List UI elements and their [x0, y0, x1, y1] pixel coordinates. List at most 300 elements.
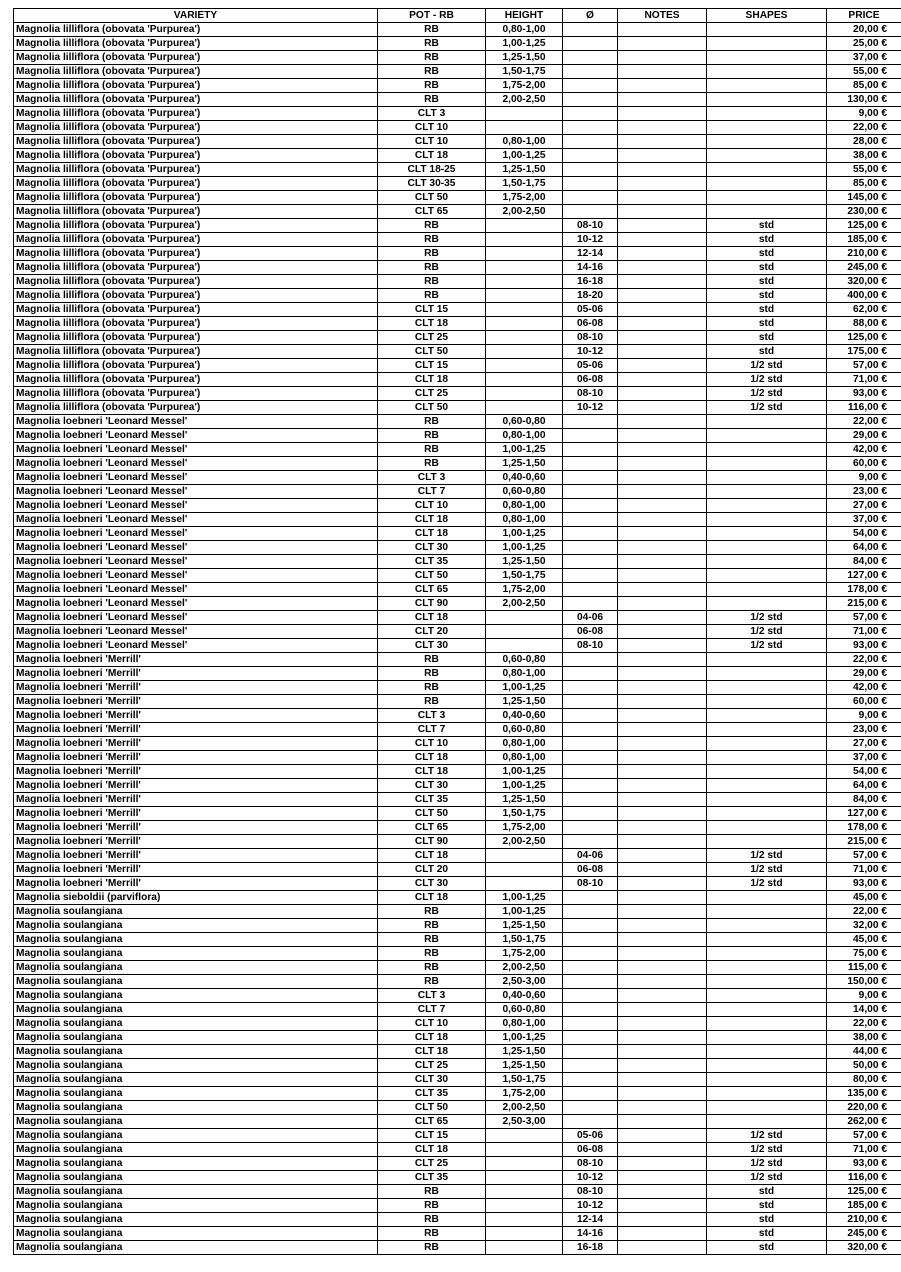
cell-shape: [707, 779, 827, 793]
header-shapes: SHAPES: [707, 9, 827, 23]
cell-diameter: 08-10: [563, 219, 618, 233]
cell-notes: [618, 751, 707, 765]
cell-price: 23,00 €: [827, 485, 901, 499]
cell-diameter: [563, 737, 618, 751]
cell-variety: Magnolia soulangiana: [14, 1143, 378, 1157]
cell-pot: RB: [378, 975, 486, 989]
cell-variety: Magnolia loebneri 'Leonard Messel': [14, 415, 378, 429]
cell-diameter: [563, 177, 618, 191]
cell-height: 0,80-1,00: [486, 737, 563, 751]
cell-pot: CLT 50: [378, 1101, 486, 1115]
cell-notes: [618, 275, 707, 289]
header-notes: NOTES: [618, 9, 707, 23]
cell-height: [486, 233, 563, 247]
cell-diameter: [563, 989, 618, 1003]
cell-shape: [707, 583, 827, 597]
cell-price: 71,00 €: [827, 373, 901, 387]
cell-diameter: [563, 961, 618, 975]
cell-notes: [618, 135, 707, 149]
cell-shape: [707, 681, 827, 695]
cell-variety: Magnolia soulangiana: [14, 1185, 378, 1199]
cell-pot: RB: [378, 681, 486, 695]
cell-diameter: [563, 1045, 618, 1059]
cell-price: 60,00 €: [827, 695, 901, 709]
table-row: [14, 331, 901, 345]
cell-height: 2,00-2,50: [486, 93, 563, 107]
cell-pot: CLT 3: [378, 471, 486, 485]
cell-price: 60,00 €: [827, 457, 901, 471]
cell-pot: CLT 18: [378, 891, 486, 905]
cell-shape: [707, 709, 827, 723]
cell-height: [486, 121, 563, 135]
table-row: [14, 1185, 901, 1199]
cell-price: 38,00 €: [827, 149, 901, 163]
cell-pot: RB: [378, 653, 486, 667]
cell-price: 9,00 €: [827, 709, 901, 723]
header-pot: POT - RB: [378, 9, 486, 23]
table-row: [14, 1073, 901, 1087]
cell-shape: [707, 1073, 827, 1087]
cell-height: 1,00-1,25: [486, 37, 563, 51]
cell-price: 57,00 €: [827, 359, 901, 373]
cell-pot: RB: [378, 37, 486, 51]
table-row: [14, 1003, 901, 1017]
cell-diameter: 08-10: [563, 1185, 618, 1199]
cell-pot: CLT 18: [378, 849, 486, 863]
table-row: [14, 107, 901, 121]
cell-pot: RB: [378, 429, 486, 443]
cell-diameter: [563, 541, 618, 555]
cell-height: 1,25-1,50: [486, 1059, 563, 1073]
cell-price: 20,00 €: [827, 23, 901, 37]
cell-height: 2,00-2,50: [486, 835, 563, 849]
cell-variety: Magnolia loebneri 'Merrill': [14, 821, 378, 835]
cell-variety: Magnolia loebneri 'Leonard Messel': [14, 485, 378, 499]
cell-diameter: 08-10: [563, 1157, 618, 1171]
cell-notes: [618, 51, 707, 65]
cell-height: 1,25-1,50: [486, 457, 563, 471]
cell-shape: 1/2 std: [707, 1129, 827, 1143]
cell-variety: Magnolia loebneri 'Merrill': [14, 863, 378, 877]
cell-diameter: [563, 415, 618, 429]
cell-shape: [707, 65, 827, 79]
cell-notes: [618, 611, 707, 625]
cell-notes: [618, 1115, 707, 1129]
cell-diameter: [563, 93, 618, 107]
table-row: [14, 485, 901, 499]
cell-notes: [618, 387, 707, 401]
cell-price: 85,00 €: [827, 79, 901, 93]
cell-price: 125,00 €: [827, 1185, 901, 1199]
cell-shape: std: [707, 1213, 827, 1227]
cell-variety: Magnolia soulangiana: [14, 1059, 378, 1073]
cell-price: 27,00 €: [827, 737, 901, 751]
cell-shape: [707, 457, 827, 471]
table-row: [14, 877, 901, 891]
cell-diameter: [563, 205, 618, 219]
cell-shape: 1/2 std: [707, 639, 827, 653]
cell-variety: Magnolia soulangiana: [14, 1031, 378, 1045]
cell-diameter: [563, 149, 618, 163]
cell-pot: RB: [378, 1241, 486, 1255]
cell-height: [486, 639, 563, 653]
cell-pot: CLT 50: [378, 807, 486, 821]
cell-price: 54,00 €: [827, 765, 901, 779]
cell-height: 1,25-1,50: [486, 793, 563, 807]
cell-shape: [707, 765, 827, 779]
cell-variety: Magnolia lilliflora (obovata 'Purpurea'): [14, 247, 378, 261]
table-row: [14, 289, 901, 303]
cell-notes: [618, 177, 707, 191]
cell-price: 245,00 €: [827, 1227, 901, 1241]
cell-diameter: 05-06: [563, 303, 618, 317]
cell-pot: CLT 30: [378, 1073, 486, 1087]
cell-diameter: 12-14: [563, 247, 618, 261]
cell-pot: RB: [378, 961, 486, 975]
table-row: [14, 1101, 901, 1115]
cell-notes: [618, 233, 707, 247]
cell-variety: Magnolia lilliflora (obovata 'Purpurea'): [14, 387, 378, 401]
cell-diameter: [563, 163, 618, 177]
cell-pot: CLT 50: [378, 401, 486, 415]
table-row: [14, 933, 901, 947]
cell-height: 1,75-2,00: [486, 191, 563, 205]
cell-shape: [707, 919, 827, 933]
cell-notes: [618, 555, 707, 569]
cell-price: 27,00 €: [827, 499, 901, 513]
cell-notes: [618, 107, 707, 121]
cell-variety: Magnolia lilliflora (obovata 'Purpurea'): [14, 65, 378, 79]
cell-shape: std: [707, 261, 827, 275]
cell-diameter: [563, 79, 618, 93]
cell-price: 42,00 €: [827, 443, 901, 457]
cell-diameter: 10-12: [563, 233, 618, 247]
cell-notes: [618, 163, 707, 177]
cell-height: 1,50-1,75: [486, 933, 563, 947]
cell-notes: [618, 1003, 707, 1017]
cell-diameter: [563, 513, 618, 527]
cell-pot: RB: [378, 79, 486, 93]
cell-notes: [618, 373, 707, 387]
cell-price: 57,00 €: [827, 611, 901, 625]
table-row: [14, 737, 901, 751]
cell-variety: Magnolia soulangiana: [14, 1101, 378, 1115]
table-row: [14, 541, 901, 555]
cell-shape: 1/2 std: [707, 1143, 827, 1157]
cell-shape: [707, 1045, 827, 1059]
cell-notes: [618, 709, 707, 723]
cell-price: 32,00 €: [827, 919, 901, 933]
cell-variety: Magnolia loebneri 'Leonard Messel': [14, 471, 378, 485]
cell-diameter: [563, 1101, 618, 1115]
cell-notes: [618, 793, 707, 807]
cell-shape: [707, 163, 827, 177]
cell-pot: RB: [378, 1199, 486, 1213]
table-row: [14, 891, 901, 905]
cell-variety: Magnolia soulangiana: [14, 1073, 378, 1087]
table-row: [14, 625, 901, 639]
cell-price: 55,00 €: [827, 163, 901, 177]
table-row: [14, 1017, 901, 1031]
cell-height: [486, 373, 563, 387]
cell-price: 71,00 €: [827, 863, 901, 877]
cell-pot: RB: [378, 919, 486, 933]
cell-shape: [707, 135, 827, 149]
cell-diameter: [563, 947, 618, 961]
cell-pot: RB: [378, 415, 486, 429]
cell-pot: CLT 7: [378, 485, 486, 499]
cell-notes: [618, 247, 707, 261]
cell-price: 28,00 €: [827, 135, 901, 149]
cell-price: 116,00 €: [827, 401, 901, 415]
cell-notes: [618, 625, 707, 639]
cell-pot: CLT 25: [378, 1059, 486, 1073]
cell-shape: [707, 555, 827, 569]
cell-height: 1,50-1,75: [486, 177, 563, 191]
cell-height: [486, 359, 563, 373]
table-row: [14, 807, 901, 821]
cell-price: 38,00 €: [827, 1031, 901, 1045]
cell-pot: CLT 30: [378, 639, 486, 653]
cell-diameter: [563, 583, 618, 597]
table-row: [14, 751, 901, 765]
cell-variety: Magnolia loebneri 'Merrill': [14, 849, 378, 863]
table-row: [14, 1171, 901, 1185]
cell-variety: Magnolia loebneri 'Leonard Messel': [14, 429, 378, 443]
cell-notes: [618, 457, 707, 471]
cell-notes: [618, 415, 707, 429]
cell-height: [486, 611, 563, 625]
cell-variety: Magnolia lilliflora (obovata 'Purpurea'): [14, 163, 378, 177]
cell-price: 55,00 €: [827, 65, 901, 79]
cell-shape: [707, 723, 827, 737]
cell-shape: std: [707, 345, 827, 359]
cell-price: 9,00 €: [827, 107, 901, 121]
cell-variety: Magnolia lilliflora (obovata 'Purpurea'): [14, 107, 378, 121]
cell-notes: [618, 443, 707, 457]
cell-diameter: 05-06: [563, 359, 618, 373]
cell-price: 29,00 €: [827, 667, 901, 681]
table-row: [14, 121, 901, 135]
cell-variety: Magnolia lilliflora (obovata 'Purpurea'): [14, 289, 378, 303]
cell-notes: [618, 429, 707, 443]
cell-diameter: [563, 429, 618, 443]
cell-height: 1,75-2,00: [486, 79, 563, 93]
cell-variety: Magnolia lilliflora (obovata 'Purpurea'): [14, 191, 378, 205]
cell-pot: CLT 35: [378, 793, 486, 807]
cell-diameter: 10-12: [563, 1199, 618, 1213]
cell-notes: [618, 1129, 707, 1143]
cell-diameter: 18-20: [563, 289, 618, 303]
cell-notes: [618, 37, 707, 51]
cell-price: 54,00 €: [827, 527, 901, 541]
cell-height: 0,80-1,00: [486, 23, 563, 37]
cell-shape: [707, 191, 827, 205]
cell-notes: [618, 667, 707, 681]
cell-variety: Magnolia lilliflora (obovata 'Purpurea'): [14, 205, 378, 219]
cell-notes: [618, 989, 707, 1003]
cell-price: 125,00 €: [827, 219, 901, 233]
cell-notes: [618, 821, 707, 835]
cell-pot: RB: [378, 65, 486, 79]
cell-notes: [618, 345, 707, 359]
cell-pot: CLT 18-25: [378, 163, 486, 177]
cell-price: 42,00 €: [827, 681, 901, 695]
cell-price: 262,00 €: [827, 1115, 901, 1129]
cell-pot: RB: [378, 23, 486, 37]
cell-price: 64,00 €: [827, 541, 901, 555]
cell-pot: CLT 50: [378, 345, 486, 359]
cell-pot: CLT 10: [378, 737, 486, 751]
cell-height: 0,60-0,80: [486, 415, 563, 429]
cell-shape: [707, 905, 827, 919]
cell-pot: CLT 30: [378, 877, 486, 891]
cell-diameter: 06-08: [563, 373, 618, 387]
cell-height: 2,00-2,50: [486, 597, 563, 611]
cell-price: 210,00 €: [827, 1213, 901, 1227]
table-row: [14, 611, 901, 625]
table-row: [14, 1199, 901, 1213]
cell-height: [486, 401, 563, 415]
cell-height: 1,00-1,25: [486, 541, 563, 555]
cell-variety: Magnolia soulangiana: [14, 1087, 378, 1101]
cell-variety: Magnolia loebneri 'Merrill': [14, 751, 378, 765]
cell-shape: std: [707, 233, 827, 247]
cell-variety: Magnolia loebneri 'Merrill': [14, 667, 378, 681]
cell-height: 0,80-1,00: [486, 429, 563, 443]
cell-pot: RB: [378, 443, 486, 457]
cell-variety: Magnolia lilliflora (obovata 'Purpurea'): [14, 345, 378, 359]
cell-pot: CLT 10: [378, 1017, 486, 1031]
cell-diameter: 08-10: [563, 639, 618, 653]
cell-height: [486, 387, 563, 401]
cell-notes: [618, 835, 707, 849]
cell-pot: CLT 90: [378, 835, 486, 849]
cell-diameter: [563, 835, 618, 849]
cell-shape: [707, 1115, 827, 1129]
table-row: [14, 23, 901, 37]
cell-notes: [618, 541, 707, 555]
cell-notes: [618, 289, 707, 303]
cell-variety: Magnolia loebneri 'Merrill': [14, 765, 378, 779]
cell-notes: [618, 737, 707, 751]
table-row: [14, 527, 901, 541]
cell-price: 84,00 €: [827, 793, 901, 807]
cell-variety: Magnolia soulangiana: [14, 933, 378, 947]
cell-notes: [618, 905, 707, 919]
table-row: [14, 583, 901, 597]
cell-height: 1,75-2,00: [486, 947, 563, 961]
table-row: [14, 793, 901, 807]
cell-pot: CLT 20: [378, 863, 486, 877]
cell-diameter: [563, 1115, 618, 1129]
cell-price: 245,00 €: [827, 261, 901, 275]
cell-pot: CLT 18: [378, 765, 486, 779]
cell-height: [486, 261, 563, 275]
cell-notes: [618, 1143, 707, 1157]
cell-height: 1,75-2,00: [486, 1087, 563, 1101]
cell-pot: CLT 18: [378, 149, 486, 163]
cell-pot: RB: [378, 1227, 486, 1241]
cell-price: 85,00 €: [827, 177, 901, 191]
cell-diameter: [563, 51, 618, 65]
cell-shape: [707, 975, 827, 989]
table-row: [14, 93, 901, 107]
table-row: [14, 1157, 901, 1171]
cell-variety: Magnolia loebneri 'Leonard Messel': [14, 625, 378, 639]
cell-variety: Magnolia lilliflora (obovata 'Purpurea'): [14, 177, 378, 191]
cell-variety: Magnolia lilliflora (obovata 'Purpurea'): [14, 37, 378, 51]
table-row: [14, 177, 901, 191]
cell-shape: [707, 793, 827, 807]
cell-shape: [707, 79, 827, 93]
cell-variety: Magnolia loebneri 'Leonard Messel': [14, 611, 378, 625]
table-row: [14, 1045, 901, 1059]
cell-pot: CLT 10: [378, 135, 486, 149]
cell-pot: CLT 18: [378, 513, 486, 527]
cell-variety: Magnolia lilliflora (obovata 'Purpurea'): [14, 79, 378, 93]
cell-variety: Magnolia soulangiana: [14, 975, 378, 989]
cell-price: 400,00 €: [827, 289, 901, 303]
cell-shape: [707, 205, 827, 219]
cell-variety: Magnolia soulangiana: [14, 1017, 378, 1031]
cell-diameter: [563, 779, 618, 793]
cell-pot: RB: [378, 933, 486, 947]
cell-shape: std: [707, 303, 827, 317]
cell-shape: [707, 149, 827, 163]
cell-variety: Magnolia loebneri 'Merrill': [14, 681, 378, 695]
cell-pot: RB: [378, 947, 486, 961]
cell-height: 1,50-1,75: [486, 1073, 563, 1087]
cell-diameter: [563, 905, 618, 919]
table-row: [14, 135, 901, 149]
table-row: [14, 261, 901, 275]
cell-height: 1,00-1,25: [486, 891, 563, 905]
cell-variety: Magnolia sieboldii (parviflora): [14, 891, 378, 905]
cell-diameter: [563, 681, 618, 695]
cell-variety: Magnolia loebneri 'Leonard Messel': [14, 457, 378, 471]
cell-pot: CLT 35: [378, 1171, 486, 1185]
cell-notes: [618, 849, 707, 863]
cell-shape: std: [707, 1199, 827, 1213]
cell-diameter: [563, 891, 618, 905]
cell-price: 45,00 €: [827, 933, 901, 947]
cell-shape: 1/2 std: [707, 359, 827, 373]
cell-price: 23,00 €: [827, 723, 901, 737]
cell-shape: std: [707, 289, 827, 303]
cell-pot: RB: [378, 289, 486, 303]
cell-variety: Magnolia loebneri 'Leonard Messel': [14, 443, 378, 457]
cell-notes: [618, 639, 707, 653]
cell-shape: [707, 1017, 827, 1031]
cell-diameter: 16-18: [563, 275, 618, 289]
table-row: [14, 37, 901, 51]
cell-shape: [707, 891, 827, 905]
cell-variety: Magnolia lilliflora (obovata 'Purpurea'): [14, 51, 378, 65]
cell-shape: [707, 499, 827, 513]
table-row: [14, 1031, 901, 1045]
table-row: [14, 247, 901, 261]
cell-variety: Magnolia loebneri 'Leonard Messel': [14, 527, 378, 541]
cell-price: 320,00 €: [827, 275, 901, 289]
cell-diameter: [563, 1017, 618, 1031]
cell-notes: [618, 681, 707, 695]
cell-height: 2,00-2,50: [486, 1101, 563, 1115]
cell-variety: Magnolia loebneri 'Merrill': [14, 877, 378, 891]
cell-price: 57,00 €: [827, 849, 901, 863]
table-row: [14, 723, 901, 737]
price-table: [13, 8, 901, 1255]
